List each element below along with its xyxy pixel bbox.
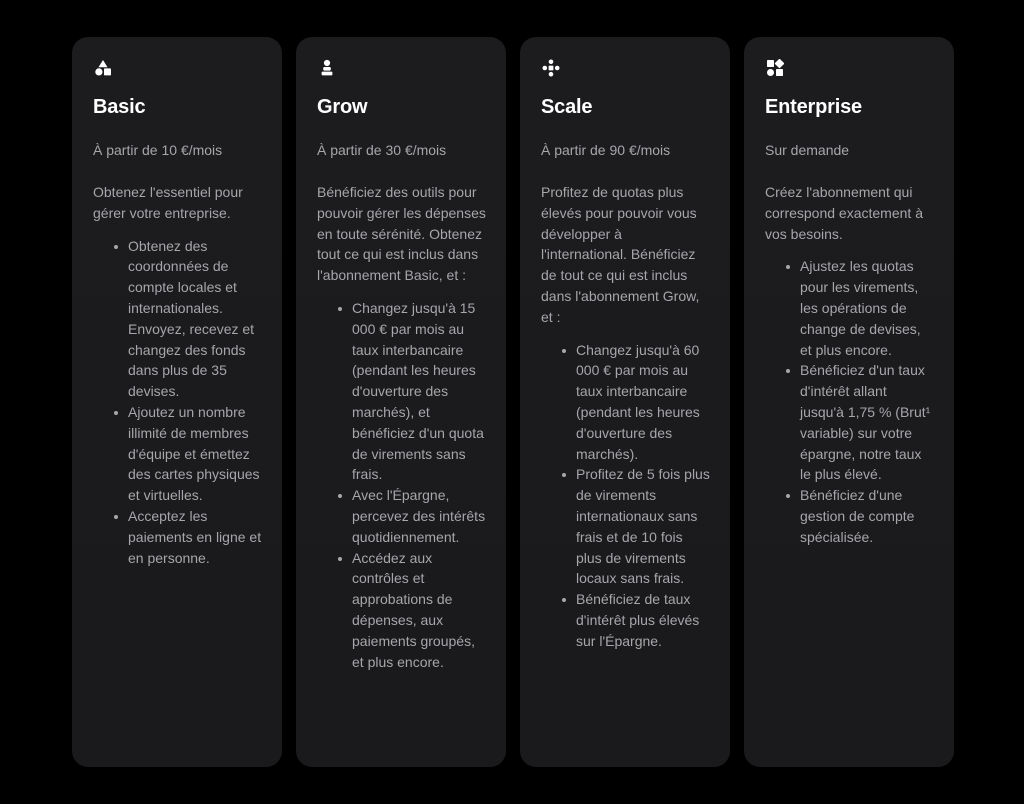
feature-item: Changez jusqu'à 60 000 € par mois au taux interbancaire (pendant les heures d'ouverture des marchés).: [576, 340, 710, 465]
feature-item: Bénéficiez de taux d'intérêt plus élevés sur l'Épargne.: [576, 589, 710, 651]
feature-item: Accédez aux contrôles et approbations de dépenses, aux paiements groupés, et plus encore.: [352, 548, 486, 673]
plan-features: [93, 236, 262, 569]
dots-cross-icon: [542, 59, 560, 77]
plan-title: Scale: [541, 96, 593, 118]
plan-features: [765, 256, 934, 547]
pricing-cards: [72, 37, 954, 767]
plan-description: Obtenez l'essentiel pour gérer votre entreprise.: [93, 184, 243, 221]
stacked-figure-icon: [318, 59, 336, 77]
plan-price: À partir de 30 €/mois: [317, 142, 447, 158]
plan-title: Enterprise: [765, 96, 862, 118]
grid-shapes-icon: [766, 59, 784, 77]
plan-price: À partir de 90 €/mois: [541, 142, 671, 158]
feature-item: Obtenez des coordonnées de compte locales et internationales. Envoyez, recevez et changez des fonds dans plus de 35 devises.: [128, 236, 262, 402]
plan-card-enterprise: [744, 37, 954, 767]
shapes-icon: [94, 59, 112, 77]
feature-item: Acceptez les paiements en ligne et en personne.: [128, 506, 262, 568]
plan-description: Bénéficiez des outils pour pouvoir gérer les dépenses en toute sérénité. Obtenez tout ce qui est inclus dans l'abonnement Basic, et :: [317, 184, 486, 284]
feature-item: Ajoutez un nombre illimité de membres d'équipe et émettez des cartes physiques et virtuelles.: [128, 402, 262, 506]
plan-card-basic: [72, 37, 282, 767]
plan-card-grow: [296, 37, 506, 767]
plan-price: À partir de 10 €/mois: [93, 142, 223, 158]
plan-card-scale: [520, 37, 730, 767]
plan-price: Sur demande: [765, 142, 850, 158]
plan-title: Grow: [317, 96, 368, 118]
plan-features: [317, 298, 486, 672]
feature-item: Bénéficiez d'un taux d'intérêt allant jusqu'à 1,75 % (Brut¹ variable) sur votre épargne, notre taux le plus élevé.: [800, 360, 934, 485]
plan-description: Profitez de quotas plus élevés pour pouvoir vous développer à l'international. Bénéficiez de tout ce qui est inclus dans l'abonnement Grow, et :: [541, 184, 700, 325]
feature-item: Profitez de 5 fois plus de virements internationaux sans frais et de 10 fois plus de virements locaux sans frais.: [576, 464, 710, 589]
plan-title: Basic: [93, 96, 146, 118]
feature-item: Avec l'Épargne, percevez des intérêts quotidiennement.: [352, 485, 486, 547]
feature-item: Changez jusqu'à 15 000 € par mois au taux interbancaire (pendant les heures d'ouverture des marchés), et bénéficiez d'un quota de virements sans frais.: [352, 298, 486, 485]
feature-item: Ajustez les quotas pour les virements, les opérations de change de devises, et plus encore.: [800, 256, 934, 360]
feature-item: Bénéficiez d'une gestion de compte spécialisée.: [800, 485, 934, 547]
plan-features: [541, 340, 710, 652]
plan-description: Créez l'abonnement qui correspond exactement à vos besoins.: [765, 184, 923, 242]
